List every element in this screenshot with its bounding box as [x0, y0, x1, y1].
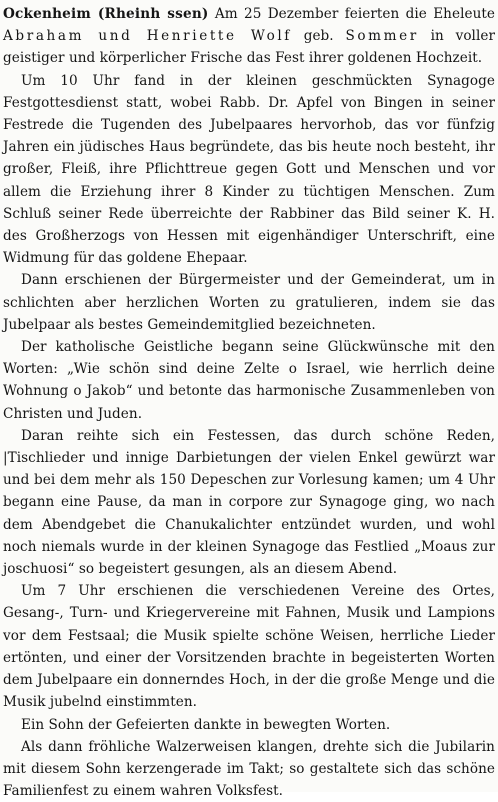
- article-body: [3, 3, 495, 802]
- maiden-name: Sommer: [345, 28, 419, 45]
- article-paragraph-8: Als dann fröhliche Walzerweisen klangen, drehte sich die Jubilarin mit diesem Sohn kerzengerade im Takt; so gestaltete sich das schöne Familienfest zu einem wahren Volksfest.: [3, 738, 495, 800]
- paragraph-1-text-a: Am 25 Dezember feierten die Eheleute: [208, 6, 495, 22]
- article-paragraph-4: Der katholische Geistliche begann seine Glückwünsche mit den Worten: „Wie schön sind deine Zelte o Israel, wie herrlich deine Wohnung o Jakob“ und betonte das harmonische Zusammenleben von Christen und Juden.: [3, 339, 495, 422]
- couple-names: Abraham und Henriette Wolf: [3, 28, 292, 45]
- article-dateline: Ockenheim (Rheinh ssen): [3, 6, 209, 22]
- article-paragraph-6: Um 7 Uhr erschienen die verschiedenen Vereine des Ortes, Gesang-, Turn- und Kriegervereine mit Fahnen, Musik und Lampions vor dem Festsaal; die Musik spielte schöne Weisen, herrliche Lieder ertönten, und einer der Vorsitzenden brachte in begeisterten Worten dem Jubelpaare ein donnerndes Hoch, in der die große Menge und die Musik jubelnd einstimmten.: [3, 583, 495, 711]
- article-paragraph-1: [3, 3, 495, 70]
- article-paragraph-5: Daran reihte sich ein Festessen, das durch schöne Reden, |Tischlieder und innige Darbietungen der vielen Enkel gewürzt war und bei dem mehr als 150 Depeschen zur Vorlesung kamen; um 4 Uhr begann eine Pause, da man in corpore zur Synagoge ging, wo nach dem Abendgebet die Chanukalichter entzündet wurden, und wohl noch niemals wurde in der kleinen Synagoge das Festlied „Moaus zur joschuosi“ so begeistert gesungen, als an diesem Abend.: [3, 427, 495, 578]
- article-paragraph-3: Dann erschienen der Bürgermeister und der Gemeinderat, um in schlichten aber herzlichen Worten zu gratulieren, indem sie das Jubelpaar als bestes Gemeindemitglied bezeichneten.: [3, 272, 495, 333]
- paragraph-1-text-b: geb.: [291, 28, 346, 45]
- article-paragraph-2: Um 10 Uhr fand in der kleinen geschmückten Synagoge Festgottesdienst statt, wobei Rabb. Dr. Apfel von Bingen in seiner Festrede die Tugenden des Jubelpaares hervorhob, das vor fünfzig Jahren ein jüdisches Haus begründete, das bis heute noch besteht, ihr großer, Fleiß, ihre Pflichttreue gegen Gott und Menschen und vor allem die Erziehung ihrer 8 Kinder zu tüchtigen Menschen. Zum Schluß seiner Rede überreichte der Rabbiner das Bild seiner K. H. des Großherzogs von Hessen mit eigenhändiger Unterschrift, eine Widmung für das goldene Ehepaar.: [3, 72, 495, 267]
- paragraph-1-text-c: in voller geistiger und körperlicher Frische das Fest ihrer goldenen Hochzeit.: [3, 28, 495, 67]
- article-paragraph-7: Ein Sohn der Gefeierten dankte in bewegten Worten.: [21, 716, 391, 733]
